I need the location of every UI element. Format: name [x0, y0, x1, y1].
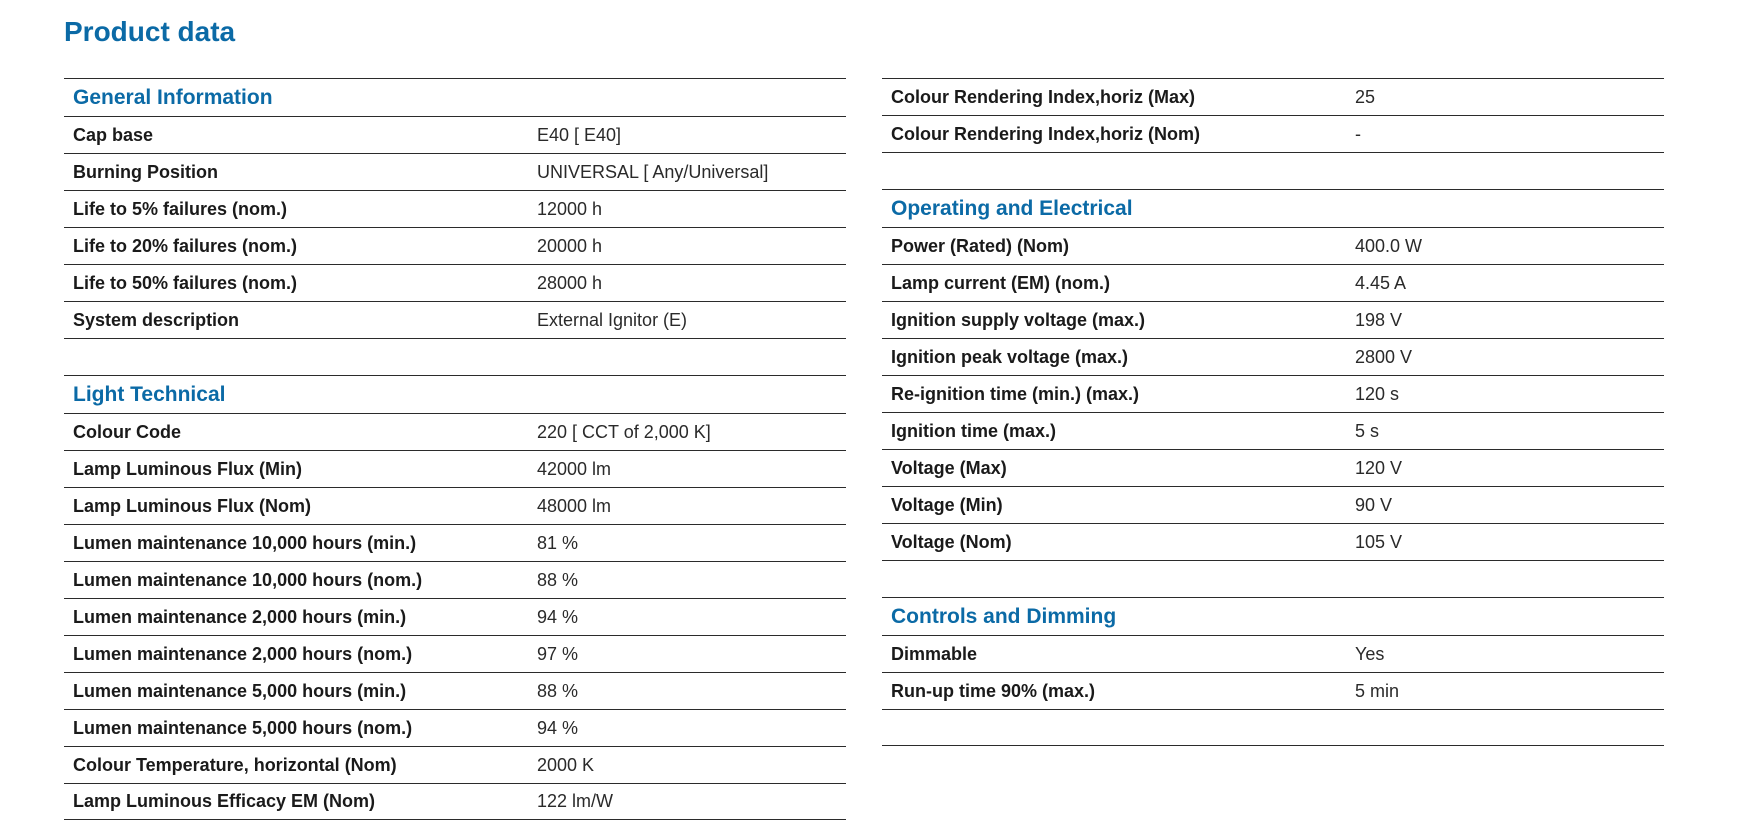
- row-value: 25: [1355, 86, 1376, 107]
- row-label: Voltage (Max): [891, 457, 1007, 478]
- table-row: [64, 301, 846, 338]
- row-value: 5 min: [1355, 680, 1400, 701]
- row-value: 94 %: [537, 717, 579, 738]
- left-column: [64, 78, 846, 820]
- row-label: Life to 50% failures (nom.): [73, 272, 298, 293]
- row-label: Lamp Luminous Flux (Nom): [73, 495, 311, 516]
- row-label: Voltage (Nom): [891, 531, 1012, 552]
- table-row: [64, 783, 846, 820]
- row-label: Re-ignition time (min.) (max.): [891, 383, 1140, 404]
- row-label: Run-up time 90% (max.): [891, 680, 1096, 701]
- table-row: [882, 375, 1664, 412]
- section-title: Controls and Dimming: [891, 604, 1117, 628]
- row-label: Life to 5% failures (nom.): [73, 198, 288, 219]
- row-label: Burning Position: [73, 161, 218, 182]
- table-row: [882, 78, 1664, 115]
- table-row: [882, 672, 1664, 709]
- row-value: 42000 lm: [537, 458, 612, 479]
- row-label: Ignition time (max.): [891, 420, 1057, 441]
- table-row: [882, 301, 1664, 338]
- row-value: 2800 V: [1355, 346, 1413, 367]
- row-value: 2000 K: [537, 754, 595, 775]
- table-row: [64, 227, 846, 264]
- row-value: 120 s: [1355, 383, 1400, 404]
- section-title: Operating and Electrical: [891, 196, 1133, 220]
- table-row: [882, 523, 1664, 560]
- row-value: 81 %: [537, 532, 579, 553]
- section-title: Light Technical: [73, 382, 226, 406]
- table-row: [64, 524, 846, 561]
- row-label: Lamp Luminous Flux (Min): [73, 458, 302, 479]
- row-label: Lumen maintenance 5,000 hours (nom.): [73, 717, 413, 738]
- row-value: 220 [ CCT of 2,000 K]: [537, 421, 711, 442]
- row-label: Lumen maintenance 10,000 hours (nom.): [73, 569, 423, 590]
- section-heading-light: [64, 375, 846, 413]
- row-value: Yes: [1355, 643, 1385, 664]
- row-label: Dimmable: [891, 643, 978, 664]
- table-row: [882, 412, 1664, 449]
- row-value: 4.45 A: [1355, 272, 1407, 293]
- row-label: Power (Rated) (Nom): [891, 235, 1070, 256]
- row-value: External Ignitor (E): [537, 309, 688, 330]
- table-row: [882, 115, 1664, 152]
- section-heading-controls: [882, 597, 1664, 635]
- row-value: 122 lm/W: [537, 791, 614, 811]
- section-title: General Information: [73, 85, 273, 109]
- row-label: Ignition peak voltage (max.): [891, 346, 1129, 367]
- table-row: [64, 450, 846, 487]
- row-value: 400.0 W: [1355, 235, 1423, 256]
- row-label: Lumen maintenance 2,000 hours (min.): [73, 606, 407, 627]
- table-row: [882, 227, 1664, 264]
- table-row: [64, 746, 846, 783]
- table-row: [882, 449, 1664, 486]
- table-row: [64, 153, 846, 190]
- table-row: [64, 264, 846, 301]
- row-label: Colour Rendering Index,horiz (Max): [891, 86, 1196, 107]
- row-value: 48000 lm: [537, 495, 612, 516]
- row-label: Ignition supply voltage (max.): [891, 309, 1146, 330]
- row-value: 97 %: [537, 643, 579, 664]
- row-value: 5 s: [1355, 420, 1380, 441]
- row-value: 90 V: [1355, 494, 1393, 515]
- row-label: Life to 20% failures (nom.): [73, 235, 298, 256]
- table-row: [882, 264, 1664, 301]
- row-label: Lamp current (EM) (nom.): [891, 272, 1110, 293]
- table-row: [882, 486, 1664, 523]
- table-row: [64, 635, 846, 672]
- table-row: [64, 672, 846, 709]
- row-label: System description: [73, 309, 240, 330]
- row-label: Lamp Luminous Efficacy EM (Nom): [73, 791, 376, 811]
- row-label: Colour Rendering Index,horiz (Nom): [891, 123, 1200, 144]
- spacer-row: [64, 338, 846, 375]
- table-row: [64, 487, 846, 524]
- row-label: Colour Code: [73, 421, 181, 442]
- row-label: Voltage (Min): [891, 494, 1003, 515]
- row-value: 120 V: [1355, 457, 1403, 478]
- table-row: [64, 116, 846, 153]
- row-value: 88 %: [537, 680, 579, 701]
- row-label: Colour Temperature, horizontal (Nom): [73, 754, 397, 775]
- row-label: Lumen maintenance 2,000 hours (nom.): [73, 643, 413, 664]
- row-value: 28000 h: [537, 272, 603, 293]
- row-value: 198 V: [1355, 309, 1403, 330]
- right-column: [882, 78, 1664, 746]
- row-value: -: [1355, 123, 1361, 144]
- spacer-row: [882, 152, 1664, 189]
- row-value: 105 V: [1355, 531, 1403, 552]
- table-row: [64, 598, 846, 635]
- row-value: 94 %: [537, 606, 579, 627]
- row-label: Lumen maintenance 5,000 hours (min.): [73, 680, 407, 701]
- row-label: Cap base: [73, 124, 154, 145]
- page-title: Product data: [64, 16, 236, 47]
- row-label: Lumen maintenance 10,000 hours (min.): [73, 532, 417, 553]
- table-row: [882, 338, 1664, 375]
- row-value: 12000 h: [537, 198, 603, 219]
- table-row: [64, 561, 846, 598]
- section-heading-general: [64, 78, 846, 116]
- table-row: [64, 190, 846, 227]
- row-value: 20000 h: [537, 235, 603, 256]
- table-row: [64, 413, 846, 450]
- spacer-row: [882, 709, 1664, 746]
- table-row: [882, 635, 1664, 672]
- row-value: E40 [ E40]: [537, 124, 622, 145]
- spacer-row: [882, 560, 1664, 597]
- table-row: [64, 709, 846, 746]
- row-value: UNIVERSAL [ Any/Universal]: [537, 161, 769, 182]
- row-value: 88 %: [537, 569, 579, 590]
- section-heading-operating: [882, 189, 1664, 227]
